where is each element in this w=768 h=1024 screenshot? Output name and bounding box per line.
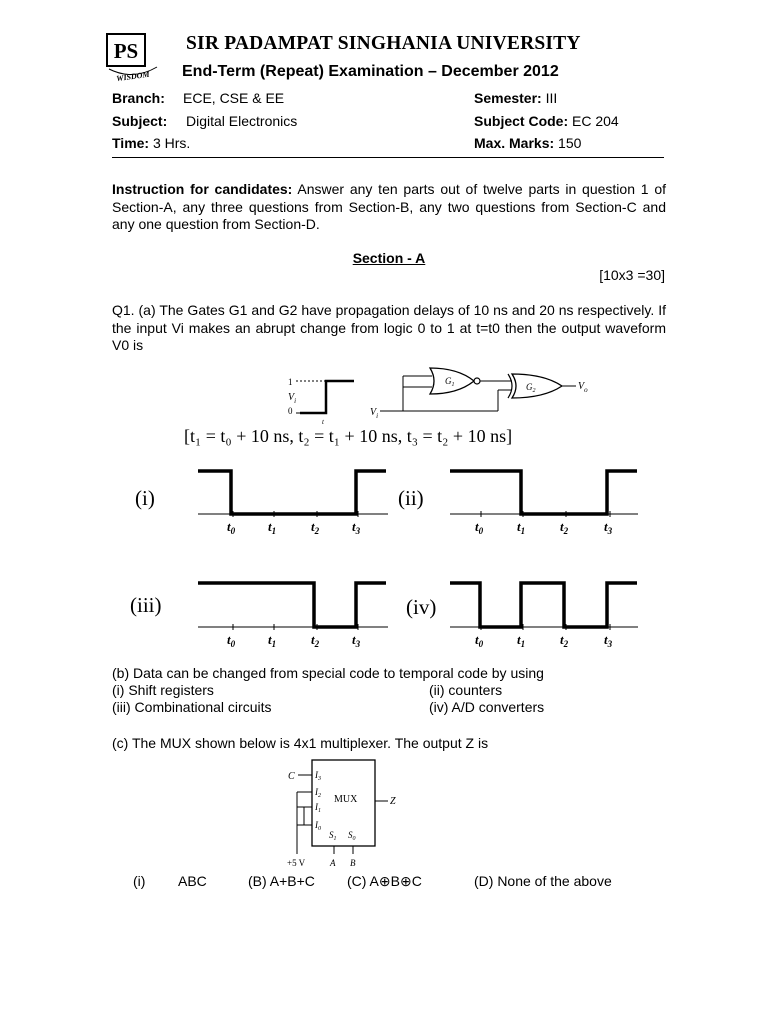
waveform-options [130,462,650,652]
q1c-option-abc: ABC [178,873,207,889]
mux-diagram [282,756,402,870]
tick-label: $t_1$ [268,519,277,536]
tick-label: $t_3$ [352,632,361,649]
svg-text:PS: PS [113,39,139,63]
waveform-ii [450,471,638,514]
svg-text:WISDOM: WISDOM [115,69,151,83]
mux-plus5-label: +5 V [287,858,306,868]
tick-label: $t_2$ [311,519,320,536]
q1b-option-iii: (iii) Combinational circuits [112,699,272,715]
tick-label: $t_0$ [475,632,484,649]
tick-label: $t_2$ [560,519,569,536]
q1c-text: (c) The MUX shown below is 4x1 multiplexer. The output Z is [112,735,489,751]
subject-label: Subject: [112,113,168,129]
q1b-option-iv: (iv) A/D converters [429,699,545,715]
section-a-title: Section - A [352,250,426,266]
waveform-i [198,471,388,514]
subject-code [474,113,619,129]
tick-label: $t_2$ [560,632,569,649]
time [112,135,190,151]
instructions [112,181,666,234]
mux-s1: $S_1$ [329,830,337,842]
gate-g2-label: $G_2$ [526,382,536,394]
input-t-label: t [322,418,324,426]
tick-label: $t_2$ [311,632,320,649]
subject-row [112,113,167,129]
mux-i3: $I_3$ [315,770,321,782]
max-marks [474,135,581,151]
max-marks-label: Max. Marks: [474,135,555,151]
subject-code-label: Subject Code: [474,113,569,129]
q1c-option-b: (B) A+B+C [248,873,315,889]
semester-value: III [545,90,558,106]
waveform-iv [450,583,638,627]
time-label: Time: [112,135,150,151]
q1b-option-i: (i) Shift registers [112,682,214,698]
tick-label: $t_3$ [604,519,613,536]
mux-i0: $I_0$ [315,820,321,832]
mux-i2: $I_2$ [315,787,321,799]
q1a-text: Q1. (a) The Gates G1 and G2 have propagation delays of 10 ns and 20 ns respectively. If the input Vi makes an abrupt change from logic 0 to 1 at t=t0 then the output waveform V0 is [112,302,666,353]
branch-value: ECE, CSE & EE [183,90,285,106]
mux-c-label: C [288,771,295,782]
option-iv-label: (iv) [406,595,437,619]
semester-label: Semester: [474,90,542,106]
waveform-iii [198,583,388,627]
time-value: 3 Hrs. [152,135,191,151]
mux-i1: $I_1$ [315,802,321,814]
instructions-text: Answer any ten parts out of twelve parts in question 1 of Section-A, any three questions from Section-B, any two questions from Section-C and any one question from Section-D. [112,181,666,232]
header-divider [112,157,664,158]
option-ii-label: (ii) [398,486,424,510]
tick-label: $t_1$ [268,632,277,649]
option-iii-label: (iii) [130,593,162,617]
gate-g1-label: $G_1$ [445,376,455,388]
waveform-tick-labels [227,511,613,649]
tick-label: $t_0$ [227,632,236,649]
branch-label: Branch: [112,90,165,106]
subject-code-value: EC 204 [572,113,619,129]
semester [474,90,557,106]
tick-label: $t_0$ [227,519,236,536]
mux-b-label: B [350,858,356,868]
output-vo-label: $V_o$ [578,381,588,394]
max-marks-value: 150 [558,135,582,151]
input-vi-label: $V_i$ [288,392,297,405]
mux-label: MUX [334,794,358,805]
mux-a-label: A [330,858,336,868]
mux-s0: $S_0$ [348,830,356,842]
input-zero-label: 0 [288,406,293,416]
exam-title: End-Term (Repeat) Examination – December 2012 [182,63,559,80]
mux-z-label: Z [390,796,396,807]
section-a-marks: [10x3 =30] [599,267,665,283]
tick-label: $t_1$ [517,519,526,536]
q1b-text: (b) Data can be changed from special code to temporal code by using [112,665,544,681]
tick-label: $t_1$ [517,632,526,649]
q1a-circuit-diagram [280,360,600,428]
university-logo [105,33,159,83]
circuit-vi-label: $V_i$ [370,407,379,420]
q1c-option-c: (C) A⊕B⊕C [347,873,422,889]
option-i-label: (i) [135,486,155,510]
university-name: SIR PADAMPAT SINGHANIA UNIVERSITY [186,33,581,54]
q1c-option-i: (i) [133,873,146,889]
tick-label: $t_3$ [604,632,613,649]
tick-label: $t_3$ [352,519,361,536]
input-one-label: 1 [288,377,293,387]
subject-value: Digital Electronics [186,113,298,129]
tick-label: $t_0$ [475,519,484,536]
q1c-option-d: (D) None of the above [474,873,612,889]
branch-row [112,90,165,106]
q1b-option-ii: (ii) counters [429,682,503,698]
instructions-label: Instruction for candidates: [112,181,293,197]
timing-note: [t₁ = t₀ + 10 ns, t₂ = t₁ + 10 ns, t₃ = t₂ + 10 ns] [184,426,513,446]
